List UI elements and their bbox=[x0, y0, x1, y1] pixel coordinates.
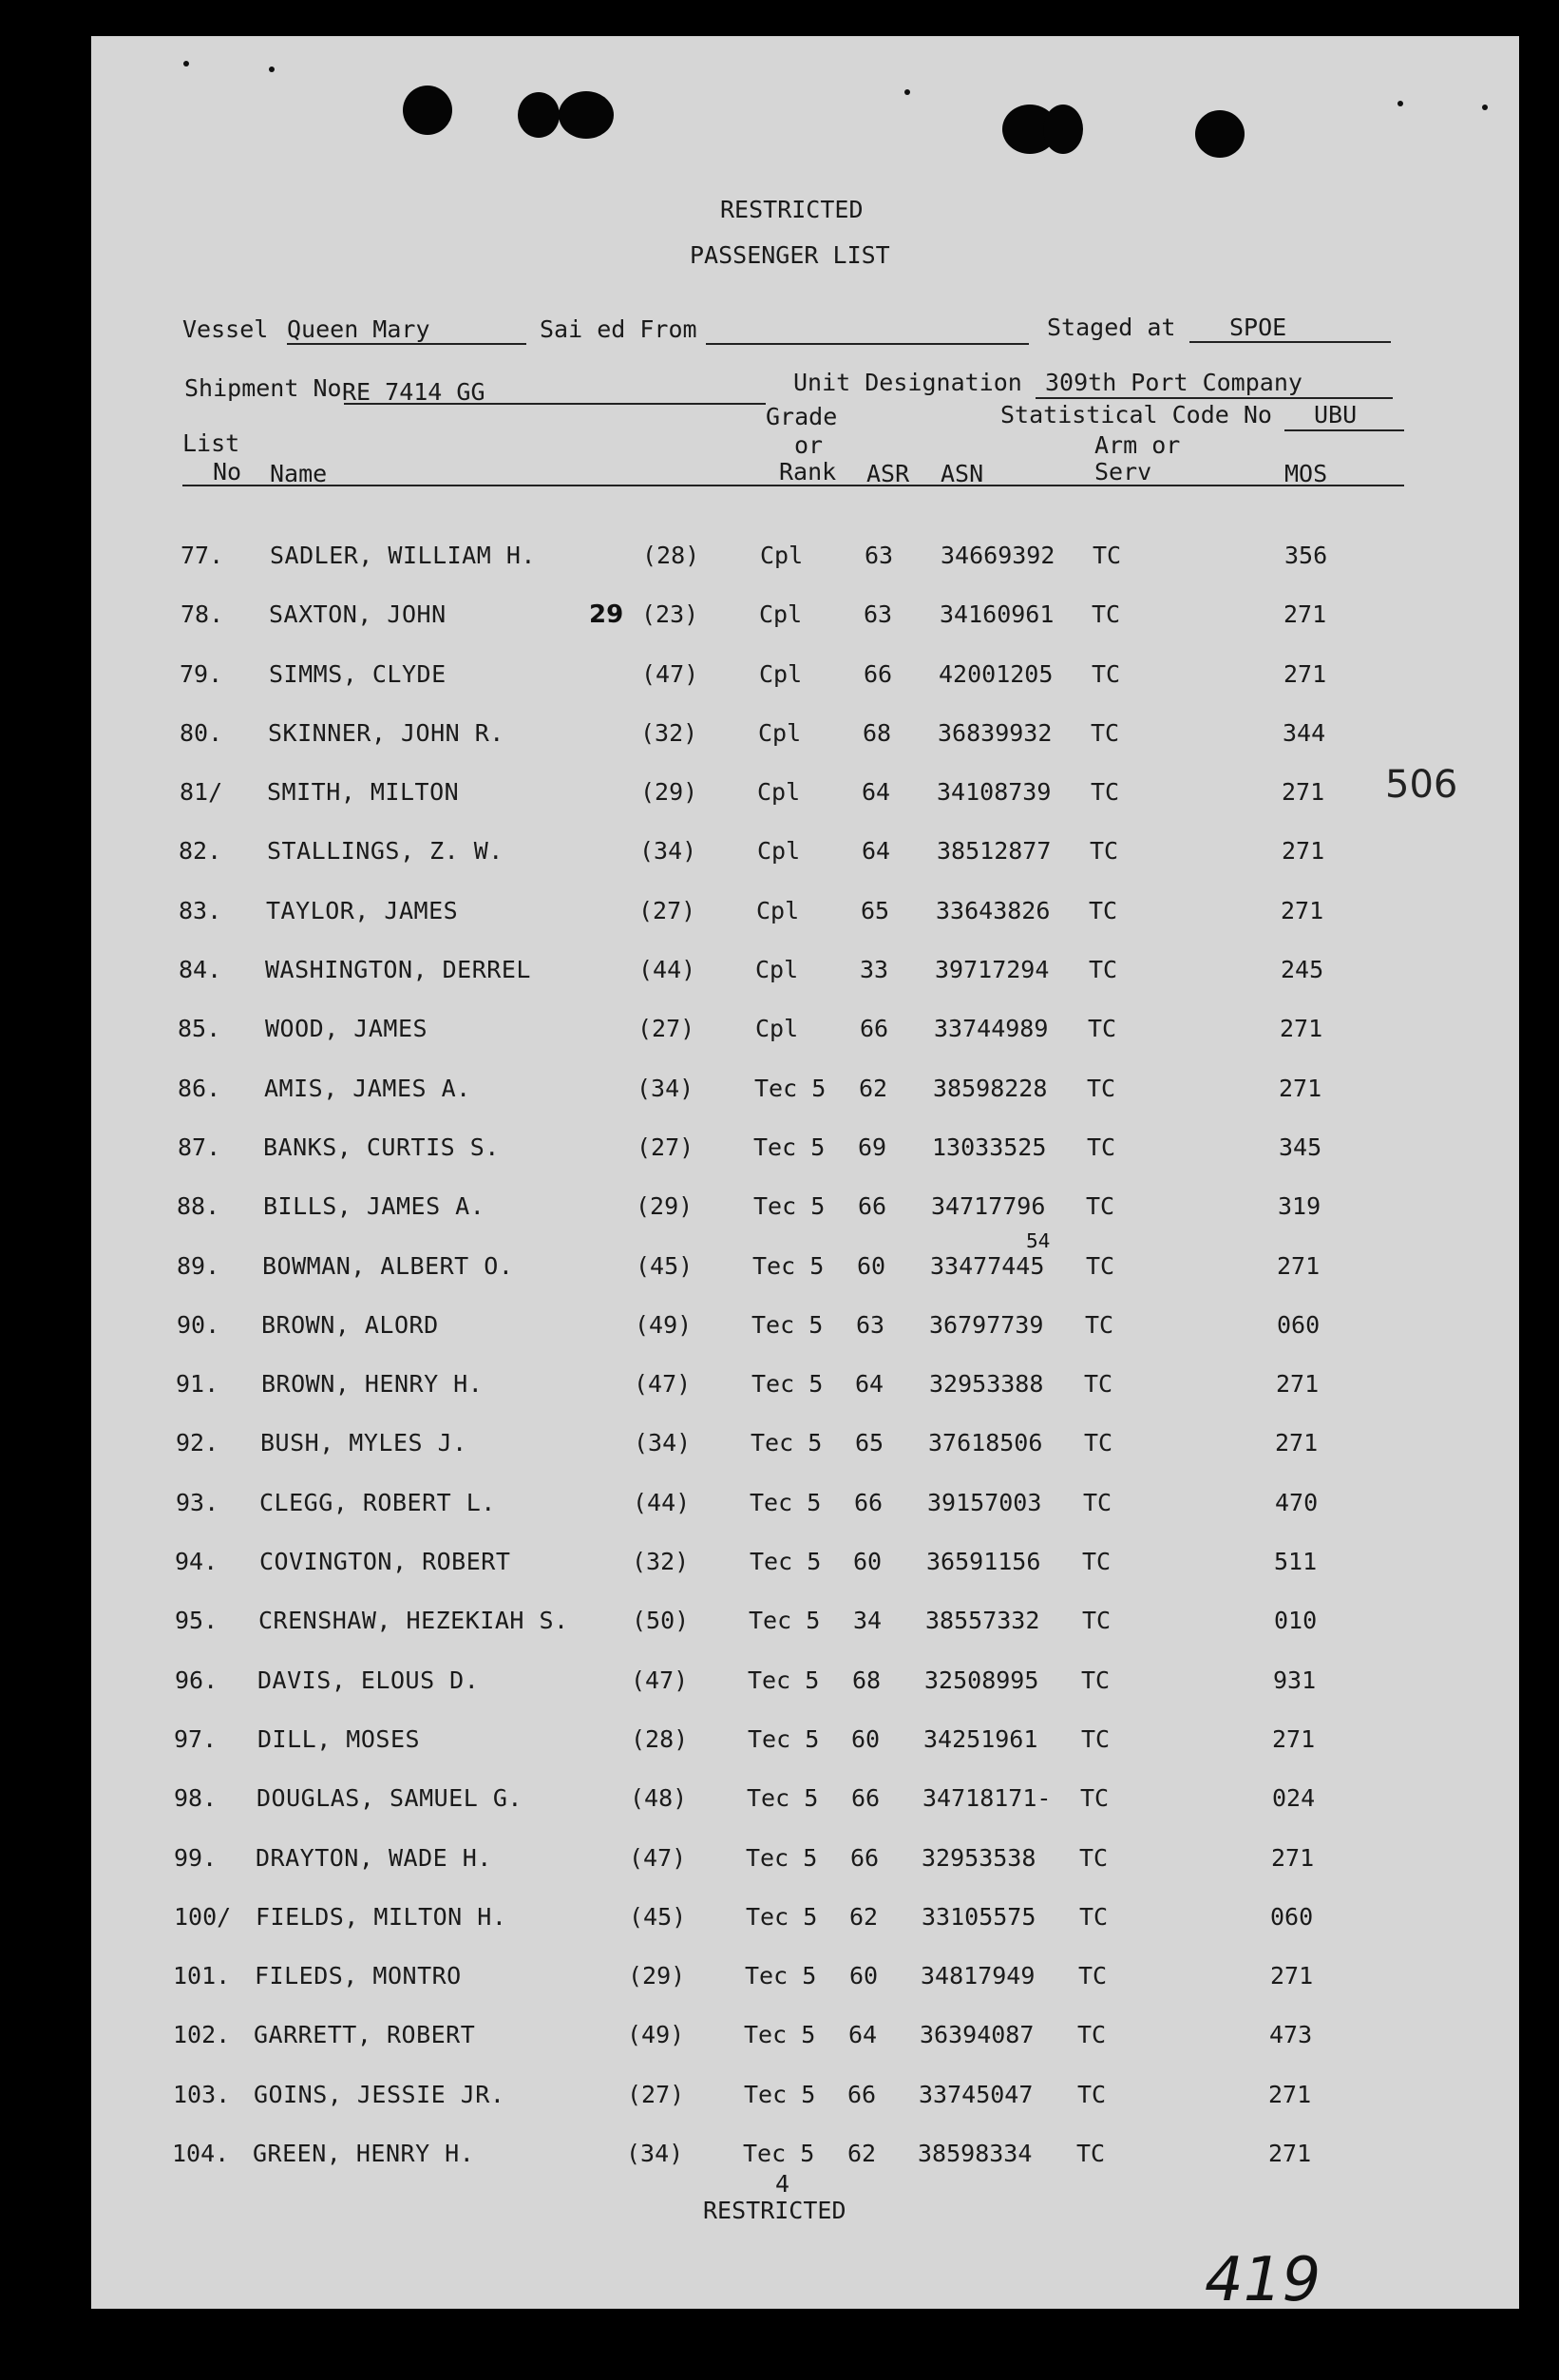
paper-speck bbox=[1397, 101, 1403, 106]
cell-grade: Tec 5 bbox=[750, 1548, 822, 1575]
cell-passenger-name: BUSH, MYLES J. bbox=[260, 1429, 467, 1457]
cell-arm-serv: TC bbox=[1091, 778, 1120, 806]
table-row bbox=[0, 1665, 1559, 1699]
paper-speck bbox=[1482, 105, 1488, 110]
cell-asn: 32953538 bbox=[922, 1844, 1036, 1872]
cell-passenger-name: BILLS, JAMES A. bbox=[263, 1192, 485, 1220]
cell-asr: 68 bbox=[863, 719, 892, 747]
cell-asn: 42001205 bbox=[939, 660, 1054, 688]
cell-passenger-name: CLEGG, ROBERT L. bbox=[259, 1489, 496, 1516]
cell-mos: 271 bbox=[1281, 897, 1324, 924]
cell-arm-serv: TC bbox=[1077, 2021, 1107, 2048]
cell-list-number: 80. bbox=[180, 719, 223, 747]
col-grade-1: Grade bbox=[766, 403, 838, 430]
cell-asr: 62 bbox=[849, 1903, 879, 1931]
cell-age: (47) bbox=[629, 1844, 687, 1872]
cell-list-number: 77. bbox=[181, 542, 224, 569]
table-row bbox=[0, 1723, 1559, 1758]
stat-code-label: Statistical Code No bbox=[1000, 401, 1272, 428]
table-row bbox=[0, 1368, 1559, 1402]
cell-age: (32) bbox=[632, 1548, 690, 1575]
cell-age: (23) bbox=[641, 600, 699, 628]
cell-list-number: 83. bbox=[179, 897, 222, 924]
cell-grade: Cpl bbox=[758, 719, 802, 747]
cell-arm-serv: TC bbox=[1077, 2081, 1107, 2108]
table-row bbox=[0, 1605, 1559, 1639]
cell-arm-serv: TC bbox=[1089, 897, 1118, 924]
cell-mos: 470 bbox=[1275, 1489, 1319, 1516]
cell-asn: 13033525 bbox=[932, 1133, 1047, 1161]
cell-mos: 271 bbox=[1282, 837, 1325, 865]
cell-asn: 34108739 bbox=[937, 778, 1052, 806]
cell-age: (48) bbox=[630, 1784, 688, 1812]
table-row bbox=[0, 1427, 1559, 1461]
table-row bbox=[0, 2019, 1559, 2053]
cell-asn: 38598334 bbox=[918, 2140, 1033, 2167]
cell-mos: 344 bbox=[1283, 719, 1326, 747]
cell-mos: 271 bbox=[1268, 2140, 1312, 2167]
cell-asn: 33643826 bbox=[936, 897, 1051, 924]
cell-asr: 66 bbox=[864, 660, 893, 688]
cell-list-number: 100/ bbox=[174, 1903, 232, 1931]
cell-passenger-name: STALLINGS, Z. W. bbox=[267, 837, 504, 865]
cell-grade: Tec 5 bbox=[748, 1725, 820, 1753]
paper-speck bbox=[904, 89, 910, 95]
cell-list-number: 93. bbox=[176, 1489, 219, 1516]
cell-arm-serv: TC bbox=[1079, 1903, 1109, 1931]
cell-asr: 60 bbox=[849, 1962, 879, 1990]
page-title: PASSENGER LIST bbox=[690, 241, 890, 269]
cell-arm-serv: TC bbox=[1091, 719, 1120, 747]
cell-asr: 64 bbox=[848, 2021, 878, 2048]
table-row bbox=[0, 895, 1559, 929]
col-grade-2: or bbox=[794, 431, 824, 459]
cell-list-number: 102. bbox=[173, 2021, 231, 2048]
cell-mos: 473 bbox=[1269, 2021, 1313, 2048]
shipment-underline bbox=[344, 403, 766, 405]
cell-grade: Tec 5 bbox=[743, 2140, 815, 2167]
table-row bbox=[0, 658, 1559, 693]
asn-correction-mark: 54 bbox=[1026, 1229, 1051, 1252]
col-mos: MOS bbox=[1284, 460, 1328, 487]
cell-asr: 63 bbox=[864, 600, 893, 628]
cell-asn: 39717294 bbox=[935, 956, 1050, 983]
staged-at-value: SPOE bbox=[1229, 314, 1287, 341]
cell-list-number: 104. bbox=[172, 2140, 230, 2167]
stat-code-value: UBU bbox=[1314, 401, 1358, 428]
cell-age: (29) bbox=[628, 1962, 686, 1990]
cell-arm-serv: TC bbox=[1082, 1548, 1112, 1575]
cell-asn: 38512877 bbox=[937, 837, 1052, 865]
cell-grade: Tec 5 bbox=[753, 1133, 826, 1161]
cell-grade: Tec 5 bbox=[751, 1311, 824, 1339]
cell-asr: 65 bbox=[855, 1429, 884, 1457]
cell-list-number: 94. bbox=[175, 1548, 219, 1575]
cell-list-number: 103. bbox=[173, 2081, 231, 2108]
cell-arm-serv: TC bbox=[1085, 1311, 1114, 1339]
cell-list-number: 97. bbox=[174, 1725, 218, 1753]
cell-list-number: 88. bbox=[177, 1192, 220, 1220]
cell-passenger-name: DILL, MOSES bbox=[257, 1725, 421, 1753]
cell-arm-serv: TC bbox=[1081, 1666, 1111, 1694]
cell-arm-serv: TC bbox=[1092, 600, 1121, 628]
cell-list-number: 99. bbox=[174, 1844, 218, 1872]
table-row bbox=[0, 599, 1559, 633]
cell-mos: 271 bbox=[1283, 600, 1327, 628]
cell-grade: Cpl bbox=[757, 778, 801, 806]
cell-passenger-name: BROWN, ALORD bbox=[261, 1311, 439, 1339]
cell-grade: Cpl bbox=[760, 542, 804, 569]
cell-list-number: 82. bbox=[179, 837, 222, 865]
cell-asr: 66 bbox=[860, 1015, 889, 1042]
cell-list-number: 96. bbox=[175, 1666, 219, 1694]
cell-passenger-name: SMITH, MILTON bbox=[267, 778, 460, 806]
cell-grade: Tec 5 bbox=[746, 1903, 818, 1931]
cell-arm-serv: TC bbox=[1084, 1429, 1113, 1457]
header-rule bbox=[182, 485, 1404, 486]
cell-age: (49) bbox=[635, 1311, 693, 1339]
cell-passenger-name: COVINGTON, ROBERT bbox=[259, 1548, 511, 1575]
paper-speck bbox=[183, 61, 189, 67]
table-row bbox=[0, 1013, 1559, 1047]
cell-mos: 271 bbox=[1280, 1015, 1323, 1042]
cell-passenger-name: DRAYTON, WADE H. bbox=[256, 1844, 492, 1872]
cell-age: (49) bbox=[627, 2021, 685, 2048]
col-arm-2: Serv bbox=[1094, 458, 1152, 486]
unit-underline bbox=[1036, 397, 1393, 399]
cell-grade: Cpl bbox=[757, 837, 801, 865]
cell-asr: 64 bbox=[862, 778, 891, 806]
cell-age: (28) bbox=[631, 1725, 689, 1753]
paper-speck bbox=[269, 67, 275, 72]
cell-asn: 32508995 bbox=[924, 1666, 1039, 1694]
cell-asn: 39157003 bbox=[927, 1489, 1042, 1516]
cell-asn: 37618506 bbox=[928, 1429, 1043, 1457]
cell-arm-serv: TC bbox=[1090, 837, 1119, 865]
cell-asr: 33 bbox=[860, 956, 889, 983]
cell-passenger-name: GREEN, HENRY H. bbox=[253, 2140, 475, 2167]
cell-asr: 69 bbox=[858, 1133, 887, 1161]
cell-mos: 271 bbox=[1282, 778, 1325, 806]
cell-arm-serv: TC bbox=[1086, 1252, 1115, 1280]
cell-arm-serv: TC bbox=[1083, 1489, 1112, 1516]
cell-age: (28) bbox=[642, 542, 700, 569]
shipment-label: Shipment No bbox=[184, 374, 342, 402]
cell-arm-serv: TC bbox=[1078, 1962, 1108, 1990]
unit-label: Unit Designation bbox=[793, 369, 1022, 396]
cell-asr: 66 bbox=[850, 1844, 880, 1872]
cell-list-number: 84. bbox=[179, 956, 222, 983]
cell-mos: 271 bbox=[1271, 1844, 1315, 1872]
bottom-handwritten-number: 419 bbox=[1205, 2245, 1321, 2315]
cell-age: (34) bbox=[634, 1429, 692, 1457]
cell-passenger-name: BROWN, HENRY H. bbox=[261, 1370, 484, 1398]
cell-asn: 38598228 bbox=[933, 1075, 1048, 1102]
cell-grade: Cpl bbox=[759, 660, 803, 688]
table-row bbox=[0, 1250, 1559, 1285]
cell-grade: Tec 5 bbox=[750, 1489, 822, 1516]
cell-asr: 68 bbox=[852, 1666, 882, 1694]
cell-arm-serv: TC bbox=[1084, 1370, 1113, 1398]
cell-mos: 271 bbox=[1270, 1962, 1314, 1990]
cell-asr: 34 bbox=[853, 1607, 883, 1634]
cell-arm-serv: TC bbox=[1087, 1133, 1116, 1161]
cell-mos: 345 bbox=[1279, 1133, 1322, 1161]
cell-grade: Cpl bbox=[756, 897, 800, 924]
col-asn: ASN bbox=[941, 460, 984, 487]
cell-passenger-name: BANKS, CURTIS S. bbox=[263, 1133, 500, 1161]
staged-at-label: Staged at bbox=[1047, 314, 1176, 341]
cell-asr: 62 bbox=[847, 2140, 877, 2167]
restricted-bottom: RESTRICTED bbox=[703, 2197, 846, 2224]
cell-passenger-name: AMIS, JAMES A. bbox=[264, 1075, 471, 1102]
cell-passenger-name: CRENSHAW, HEZEKIAH S. bbox=[258, 1607, 569, 1634]
cell-asr: 66 bbox=[854, 1489, 884, 1516]
cell-list-number: 85. bbox=[178, 1015, 221, 1042]
cell-age: (44) bbox=[633, 1489, 691, 1516]
cell-arm-serv: TC bbox=[1088, 1015, 1117, 1042]
cell-grade: Tec 5 bbox=[752, 1252, 825, 1280]
cell-arm-serv: TC bbox=[1080, 1784, 1110, 1812]
cell-asr: 60 bbox=[853, 1548, 883, 1575]
cell-asr: 66 bbox=[847, 2081, 877, 2108]
cell-mos: 356 bbox=[1284, 542, 1328, 569]
cell-asr: 60 bbox=[851, 1725, 881, 1753]
cell-age: (47) bbox=[631, 1666, 689, 1694]
cell-passenger-name: WOOD, JAMES bbox=[265, 1015, 428, 1042]
table-row bbox=[0, 1487, 1559, 1521]
cell-asn: 34669392 bbox=[941, 542, 1055, 569]
cell-asr: 62 bbox=[859, 1075, 888, 1102]
cell-arm-serv: TC bbox=[1081, 1725, 1111, 1753]
cell-age: (45) bbox=[629, 1903, 687, 1931]
cell-mos: 024 bbox=[1272, 1784, 1316, 1812]
cell-asn: 36839932 bbox=[938, 719, 1053, 747]
cell-asr: 64 bbox=[855, 1370, 884, 1398]
cell-asn: 36394087 bbox=[920, 2021, 1035, 2048]
cell-arm-serv: TC bbox=[1092, 660, 1121, 688]
stat-code-underline bbox=[1284, 429, 1404, 431]
cell-grade: Tec 5 bbox=[744, 2081, 816, 2108]
cell-grade: Tec 5 bbox=[748, 1666, 820, 1694]
table-row bbox=[0, 717, 1559, 752]
cell-age: (29) bbox=[636, 1192, 694, 1220]
cell-age: (32) bbox=[640, 719, 698, 747]
cell-list-number: 89. bbox=[177, 1252, 220, 1280]
cell-asn: 38557332 bbox=[925, 1607, 1040, 1634]
cell-age: (34) bbox=[639, 837, 697, 865]
cell-asn: 32953388 bbox=[929, 1370, 1044, 1398]
cell-grade: Tec 5 bbox=[751, 1370, 824, 1398]
table-row bbox=[0, 1309, 1559, 1343]
table-row bbox=[0, 1842, 1559, 1876]
cell-grade: Tec 5 bbox=[747, 1784, 819, 1812]
vessel-label: Vessel bbox=[182, 315, 269, 343]
cell-arm-serv: TC bbox=[1089, 956, 1118, 983]
cell-list-number: 90. bbox=[177, 1311, 220, 1339]
punch-hole bbox=[1043, 105, 1083, 154]
cell-age: (27) bbox=[637, 1015, 695, 1042]
cell-mos: 319 bbox=[1278, 1192, 1321, 1220]
cell-grade: Cpl bbox=[755, 956, 799, 983]
cell-asn: 34160961 bbox=[940, 600, 1055, 628]
cell-passenger-name: TAYLOR, JAMES bbox=[266, 897, 459, 924]
table-row bbox=[0, 1901, 1559, 1935]
cell-age: (47) bbox=[634, 1370, 692, 1398]
cell-mos: 271 bbox=[1279, 1075, 1322, 1102]
cell-mos: 010 bbox=[1274, 1607, 1318, 1634]
cell-mos: 271 bbox=[1283, 660, 1327, 688]
table-row bbox=[0, 1073, 1559, 1107]
cell-passenger-name: FILEDS, MONTRO bbox=[255, 1962, 462, 1990]
cell-asr: 65 bbox=[861, 897, 890, 924]
page-number: 4 bbox=[775, 2170, 790, 2198]
cell-age: (34) bbox=[637, 1075, 694, 1102]
cell-asr: 64 bbox=[862, 837, 891, 865]
cell-mos: 271 bbox=[1268, 2081, 1312, 2108]
cell-mos: 271 bbox=[1276, 1370, 1320, 1398]
cell-mos: 060 bbox=[1270, 1903, 1314, 1931]
cell-list-number: 92. bbox=[176, 1429, 219, 1457]
cell-arm-serv: TC bbox=[1076, 2140, 1106, 2167]
cell-passenger-name: GOINS, JESSIE JR. bbox=[254, 2081, 505, 2108]
cell-passenger-name: SIMMS, CLYDE bbox=[269, 660, 447, 688]
cell-grade: Cpl bbox=[759, 600, 803, 628]
cell-grade: Tec 5 bbox=[744, 2021, 816, 2048]
cell-mos: 245 bbox=[1281, 956, 1324, 983]
table-row bbox=[0, 540, 1559, 574]
cell-age: (29) bbox=[640, 778, 698, 806]
cell-passenger-name: DAVIS, ELOUS D. bbox=[257, 1666, 480, 1694]
cell-mos: 511 bbox=[1274, 1548, 1318, 1575]
cell-grade: Cpl bbox=[755, 1015, 799, 1042]
table-row bbox=[0, 1782, 1559, 1817]
cell-arm-serv: TC bbox=[1093, 542, 1122, 569]
margin-number: 506 bbox=[1385, 763, 1458, 807]
cell-mos: 271 bbox=[1275, 1429, 1319, 1457]
age-correction-mark: 29 bbox=[589, 600, 624, 629]
table-row bbox=[0, 2079, 1559, 2113]
col-asr: ASR bbox=[866, 460, 910, 487]
cell-arm-serv: TC bbox=[1082, 1607, 1112, 1634]
table-row bbox=[0, 776, 1559, 810]
sailed-from-underline bbox=[706, 343, 1029, 345]
cell-list-number: 86. bbox=[178, 1075, 221, 1102]
cell-list-number: 81/ bbox=[180, 778, 223, 806]
cell-passenger-name: WASHINGTON, DERREL bbox=[265, 956, 531, 983]
cell-mos: 271 bbox=[1277, 1252, 1321, 1280]
cell-asr: 66 bbox=[851, 1784, 881, 1812]
cell-mos: 271 bbox=[1272, 1725, 1316, 1753]
vessel-underline bbox=[287, 343, 526, 345]
cell-age: (27) bbox=[637, 1133, 694, 1161]
cell-asr: 63 bbox=[865, 542, 894, 569]
punch-hole bbox=[403, 86, 452, 135]
cell-asr: 63 bbox=[856, 1311, 885, 1339]
col-list-no-2: No bbox=[213, 458, 242, 486]
vessel-value: Queen Mary bbox=[287, 315, 430, 343]
cell-list-number: 95. bbox=[175, 1607, 219, 1634]
cell-arm-serv: TC bbox=[1086, 1192, 1115, 1220]
cell-age: (44) bbox=[638, 956, 696, 983]
cell-passenger-name: SKINNER, JOHN R. bbox=[268, 719, 504, 747]
cell-grade: Tec 5 bbox=[746, 1844, 818, 1872]
cell-grade: Tec 5 bbox=[753, 1192, 826, 1220]
cell-asn: 33745047 bbox=[919, 2081, 1034, 2108]
restricted-top: RESTRICTED bbox=[720, 196, 864, 223]
cell-list-number: 87. bbox=[178, 1133, 221, 1161]
cell-list-number: 79. bbox=[180, 660, 223, 688]
table-row bbox=[0, 2138, 1559, 2172]
unit-value: 309th Port Company bbox=[1045, 369, 1302, 396]
cell-arm-serv: TC bbox=[1079, 1844, 1109, 1872]
cell-grade: Tec 5 bbox=[749, 1607, 821, 1634]
col-name: Name bbox=[270, 460, 328, 487]
cell-asr: 60 bbox=[857, 1252, 886, 1280]
cell-mos: 060 bbox=[1277, 1311, 1321, 1339]
cell-passenger-name: SAXTON, JOHN bbox=[269, 600, 447, 628]
cell-passenger-name: SADLER, WILLIAM H. bbox=[270, 542, 536, 569]
table-row bbox=[0, 835, 1559, 869]
sailed-from-label: Sai ed From bbox=[540, 315, 697, 343]
cell-passenger-name: DOUGLAS, SAMUEL G. bbox=[257, 1784, 523, 1812]
table-row bbox=[0, 1546, 1559, 1580]
cell-asn: 36797739 bbox=[929, 1311, 1044, 1339]
cell-asr: 66 bbox=[858, 1192, 887, 1220]
col-arm-1: Arm or bbox=[1094, 431, 1181, 459]
cell-age: (45) bbox=[636, 1252, 694, 1280]
cell-age: (27) bbox=[627, 2081, 685, 2108]
cell-passenger-name: BOWMAN, ALBERT O. bbox=[262, 1252, 514, 1280]
punch-hole bbox=[559, 91, 614, 139]
cell-asn: 34817949 bbox=[921, 1962, 1036, 1990]
table-row bbox=[0, 1132, 1559, 1166]
cell-age: (34) bbox=[626, 2140, 684, 2167]
cell-asn: 34251961 bbox=[923, 1725, 1038, 1753]
cell-list-number: 101. bbox=[173, 1962, 231, 1990]
table-row bbox=[0, 1960, 1559, 1994]
cell-passenger-name: FIELDS, MILTON H. bbox=[256, 1903, 507, 1931]
cell-grade: Tec 5 bbox=[754, 1075, 827, 1102]
table-row bbox=[0, 954, 1559, 988]
table-row bbox=[0, 1190, 1559, 1225]
cell-mos: 931 bbox=[1273, 1666, 1317, 1694]
cell-asn: 34718171- bbox=[922, 1784, 1052, 1812]
cell-asn: 33105575 bbox=[922, 1903, 1036, 1931]
cell-asn: 33477445 bbox=[930, 1252, 1045, 1280]
cell-age: (47) bbox=[641, 660, 699, 688]
cell-arm-serv: TC bbox=[1087, 1075, 1116, 1102]
cell-asn: 36591156 bbox=[926, 1548, 1041, 1575]
cell-grade: Tec 5 bbox=[745, 1962, 817, 1990]
punch-hole bbox=[1195, 110, 1245, 158]
cell-age: (27) bbox=[638, 897, 696, 924]
shipment-value: RE 7414 GG bbox=[342, 378, 485, 406]
cell-age: (50) bbox=[632, 1607, 690, 1634]
cell-asn: 33744989 bbox=[934, 1015, 1049, 1042]
col-grade-3: Rank bbox=[779, 458, 837, 486]
cell-grade: Tec 5 bbox=[751, 1429, 823, 1457]
cell-passenger-name: GARRETT, ROBERT bbox=[254, 2021, 476, 2048]
staged-at-underline bbox=[1189, 341, 1391, 343]
cell-asn: 34717796 bbox=[931, 1192, 1046, 1220]
cell-list-number: 98. bbox=[174, 1784, 218, 1812]
punch-hole bbox=[518, 92, 560, 138]
col-list-no-1: List bbox=[182, 429, 240, 457]
cell-list-number: 78. bbox=[181, 600, 224, 628]
cell-list-number: 91. bbox=[176, 1370, 219, 1398]
